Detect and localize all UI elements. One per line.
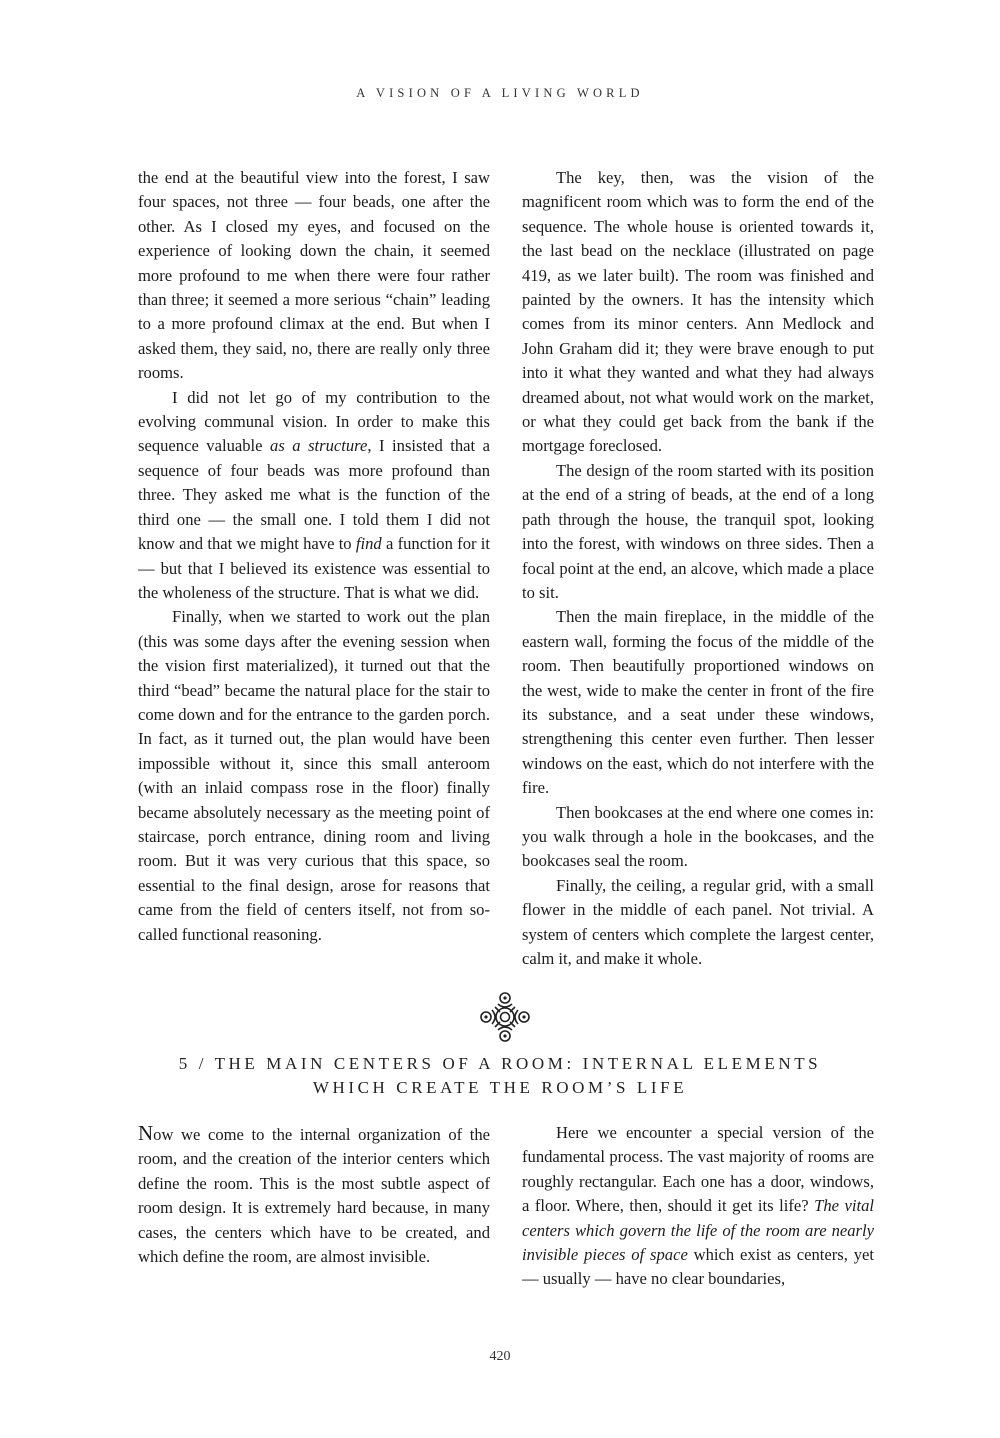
section-heading-line: 5 / THE MAIN CENTERS OF A ROOM: INTERNAL ELEMENTS bbox=[178, 1054, 822, 1073]
left-column-bottom bbox=[138, 1121, 490, 1269]
quatrefoil-knot-ornament-icon bbox=[478, 990, 532, 1044]
emphasis: as a structure bbox=[270, 436, 368, 456]
paragraph: Then the main fireplace, in the middle of the eastern wall, forming the focus of the middle of the room. Then beautifully proportioned windows on the west, wide to make the center in front of the fire its substance, and a seat under these windows, strengthening this center even further. Then lesser windows on the east, which do not interfere with the fire. bbox=[522, 607, 874, 798]
paragraph: I did not let go of my contribution to the evolving communal vision. In order to make this sequence valuable as a structure, I insisted that a sequence of four beads was more profound than three. They asked me what is the function of the third one — the small one. I told them I did not know and that we might have to find a function for it — but that I believed its existence was essential to the wholeness of the structure. That is what we did. bbox=[138, 387, 490, 602]
emphasis: find bbox=[355, 534, 382, 554]
running-head: A VISION OF A LIVING WORLD bbox=[356, 86, 644, 100]
paragraph: The design of the room started with its position at the end of a string of beads, at the end of a long path through the house, the tranquil spot, looking into the forest, with windows on three sides. Then a focal point at the end, an alcove, which made a place to sit. bbox=[522, 460, 874, 602]
emphasis: The vital centers which govern the life of the room are nearly invisible pieces of space bbox=[522, 1196, 874, 1265]
paragraph: Now we come to the internal organization of the room, and the creation of the interior centers which define the room. This is the most subtle aspect of room design. It is extremely hard because, in many cases, the centers which have to be created, and which define the room, are almost invisible. bbox=[138, 1121, 490, 1267]
drop-cap: N bbox=[138, 1121, 154, 1145]
right-column-bottom bbox=[522, 1121, 874, 1292]
paragraph: Here we encounter a special version of the fundamental process. The vast majority of rooms are roughly rectangular. Each one has a door, windows, a floor. Where, then, should it get its life? The vital centers which govern the life of the room are nearly invisible pieces of space which exist as centers, yet — usually — have no clear boundaries, bbox=[522, 1123, 874, 1289]
left-column-top bbox=[138, 166, 490, 947]
paragraph: The key, then, was the vision of the magnificent room which was to form the end of the sequence. The whole house is oriented towards it, the last bead on the necklace (illustrated on page 419, as we later built). The room was finished and painted by the owners. It has the intensity which comes from its minor centers. Ann Medlock and John Graham did it; they were brave enough to put into it what they wanted and what they had always dreamed about, not what would work on the market, or what they could get back from the bank if the mortgage foreclosed. bbox=[522, 168, 874, 456]
right-column-top bbox=[522, 166, 874, 971]
paragraph: Finally, the ceiling, a regular grid, with a small flower in the middle of each panel. Not trivial. A system of centers which complete the largest center, calm it, and make it whole. bbox=[522, 875, 874, 968]
paragraph: Finally, when we started to work out the plan (this was some days after the evening session when the vision first materialized), it turned out that the third “bead” became the natural place for the stair to come down and for the entrance to the garden porch. In fact, as it turned out, the plan would have been impossible without it, since this small anteroom (with an inlaid compass rose in the floor) finally became absolutely necessary as the meeting point of staircase, porch entrance, dining room and living room. But it was very curious that this space, so essential to the final design, arose for reasons that came from the field of centers itself, not from so-called functional reasoning. bbox=[138, 607, 490, 944]
section-heading-line: WHICH CREATE THE ROOM’S LIFE bbox=[312, 1078, 688, 1097]
section-heading bbox=[60, 1052, 940, 1100]
page-number: 420 bbox=[489, 1349, 511, 1364]
paragraph: the end at the beautiful view into the forest, I saw four spaces, not three — four beads, one after the other. As I closed my eyes, and focused on the experience of looking down the chain, it seemed more profound to me when there were four rather than three; it seemed a more serious “chain” leading to a more profound climax at the end. But when I asked them, they said, no, there are really only three rooms. bbox=[138, 168, 490, 383]
paragraph: Then bookcases at the end where one comes in: you walk through a hole in the bookcases, and the bookcases seal the room. bbox=[522, 802, 874, 871]
